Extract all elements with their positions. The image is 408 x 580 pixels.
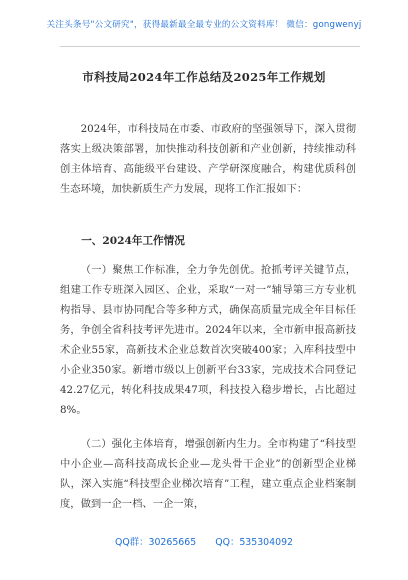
paragraph-one: （一）聚焦工作标准，全力争先创优。抢抓考评关键节点，组建工作专班深入园区、企业，采取“一对一”辅导第三方专业机构指导、县市协同配合等多种方式，确保高质量完成全年目标任务，争创全省科技考评先进市。2024年以来，全市新申报高新技术企业55家，高新技术企业总数首次突破400家；入库科技型中小企业350家。新增市级以上创新平台33家，完成技术合同登记42.27亿元，转化科技成果47项，科技投入稳步增长，占比超过8%。 [60, 264, 356, 416]
footer-qq-group: QQ群：30265665 [114, 537, 197, 548]
document-title: 市科技局2024年工作总结及2025年工作规划 [82, 70, 326, 84]
promo-banner: 关注头条号"公文研究"，获得最新最全最专业的公文资料库！ 微信：gongwenyj [46, 20, 362, 30]
footer-contact [0, 534, 408, 548]
intro-paragraph: 2024年，市科技局在市委、市政府的坚强领导下，深入贯彻落实上级决策部署，加快推动科技创新和产业创新，持续推动科创主体培育、高能级平台建设、产学研深度融合，构建优质科创生态环境，加快新质生产力发展，现将工作汇报如下： [60, 123, 356, 195]
paragraph-two: （二）强化主体培育，增强创新内生力。全市构建了“科技型中小企业—高科技高成长企业—龙头骨干企业”的创新型企业梯队，深入实施“科技型企业梯次培育”工程，建立重点企业档案制度，做到一企一档、一企一策， [60, 438, 356, 510]
header-divider [60, 46, 360, 47]
section-heading: 一、2024年工作情况 [81, 235, 185, 247]
footer-qq: QQ：535304092 [215, 537, 294, 548]
